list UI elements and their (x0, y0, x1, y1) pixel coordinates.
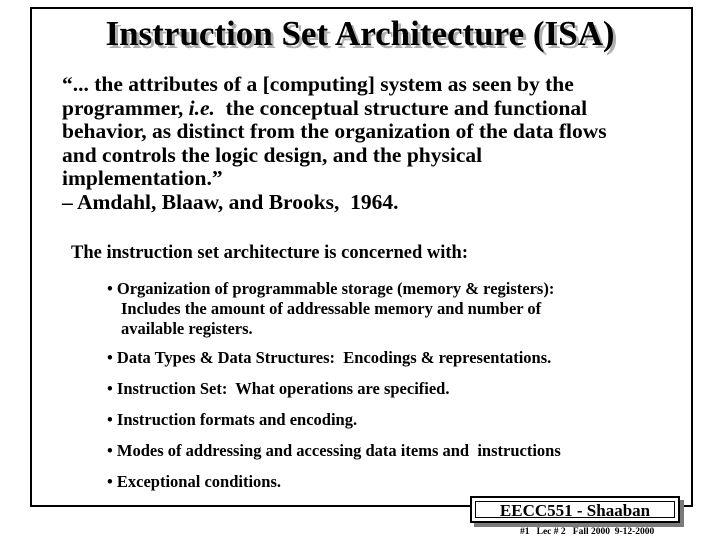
quote-line-4: and controls the logic design, and the physical (62, 142, 483, 167)
quote-ie: i.e. (188, 95, 215, 120)
bullet-text: • Instruction Set: What operations are specified. (107, 379, 450, 398)
bullet-item-storage (107, 279, 554, 339)
bullet-text: • Modes of addressing and accessing data items and instructions (107, 441, 561, 460)
bullet-continuation: Includes the amount of addressable memory and number of (121, 299, 542, 318)
bullet-text: • Exceptional conditions. (107, 472, 282, 491)
quote-line-2-end: the conceptual structure and functional (214, 95, 588, 120)
bullet-continuation: available registers. (121, 319, 253, 338)
quote-line-2-start: programmer, (62, 95, 189, 120)
course-badge (470, 496, 680, 523)
course-badge-label: EECC551 - Shaaban (475, 501, 675, 518)
quote-attribution: – Amdahl, Blaaw, and Brooks, 1964. (62, 189, 399, 214)
quote-line-3: behavior, as distinct from the organization of the data flows (62, 119, 607, 143)
bullet-text: • Data Types & Data Structures: Encodings & representations. (107, 348, 552, 367)
bullet-text: • Organization of programmable storage (memory & registers): (107, 279, 555, 298)
slide-footer: #1 Lec # 2 Fall 2000 9-12-2000 (520, 527, 655, 537)
definition-quote (62, 73, 682, 214)
bullet-item-addressing (107, 441, 561, 461)
bullet-item-instruction-set (107, 379, 450, 399)
bullet-item-data-types (107, 348, 551, 368)
bullet-text: • Instruction formats and encoding. (107, 410, 358, 429)
quote-line-5: implementation.” (62, 166, 223, 190)
bullet-item-exceptions (107, 472, 281, 492)
concern-heading: The instruction set architecture is concerned with: (71, 243, 469, 263)
quote-line-2 (62, 97, 682, 121)
slide-title: Instruction Set Architecture (ISA) (105, 14, 615, 53)
bullet-item-formats (107, 410, 357, 430)
quote-line-1: “... the attributes of a [computing] system as seen by the (62, 72, 574, 96)
